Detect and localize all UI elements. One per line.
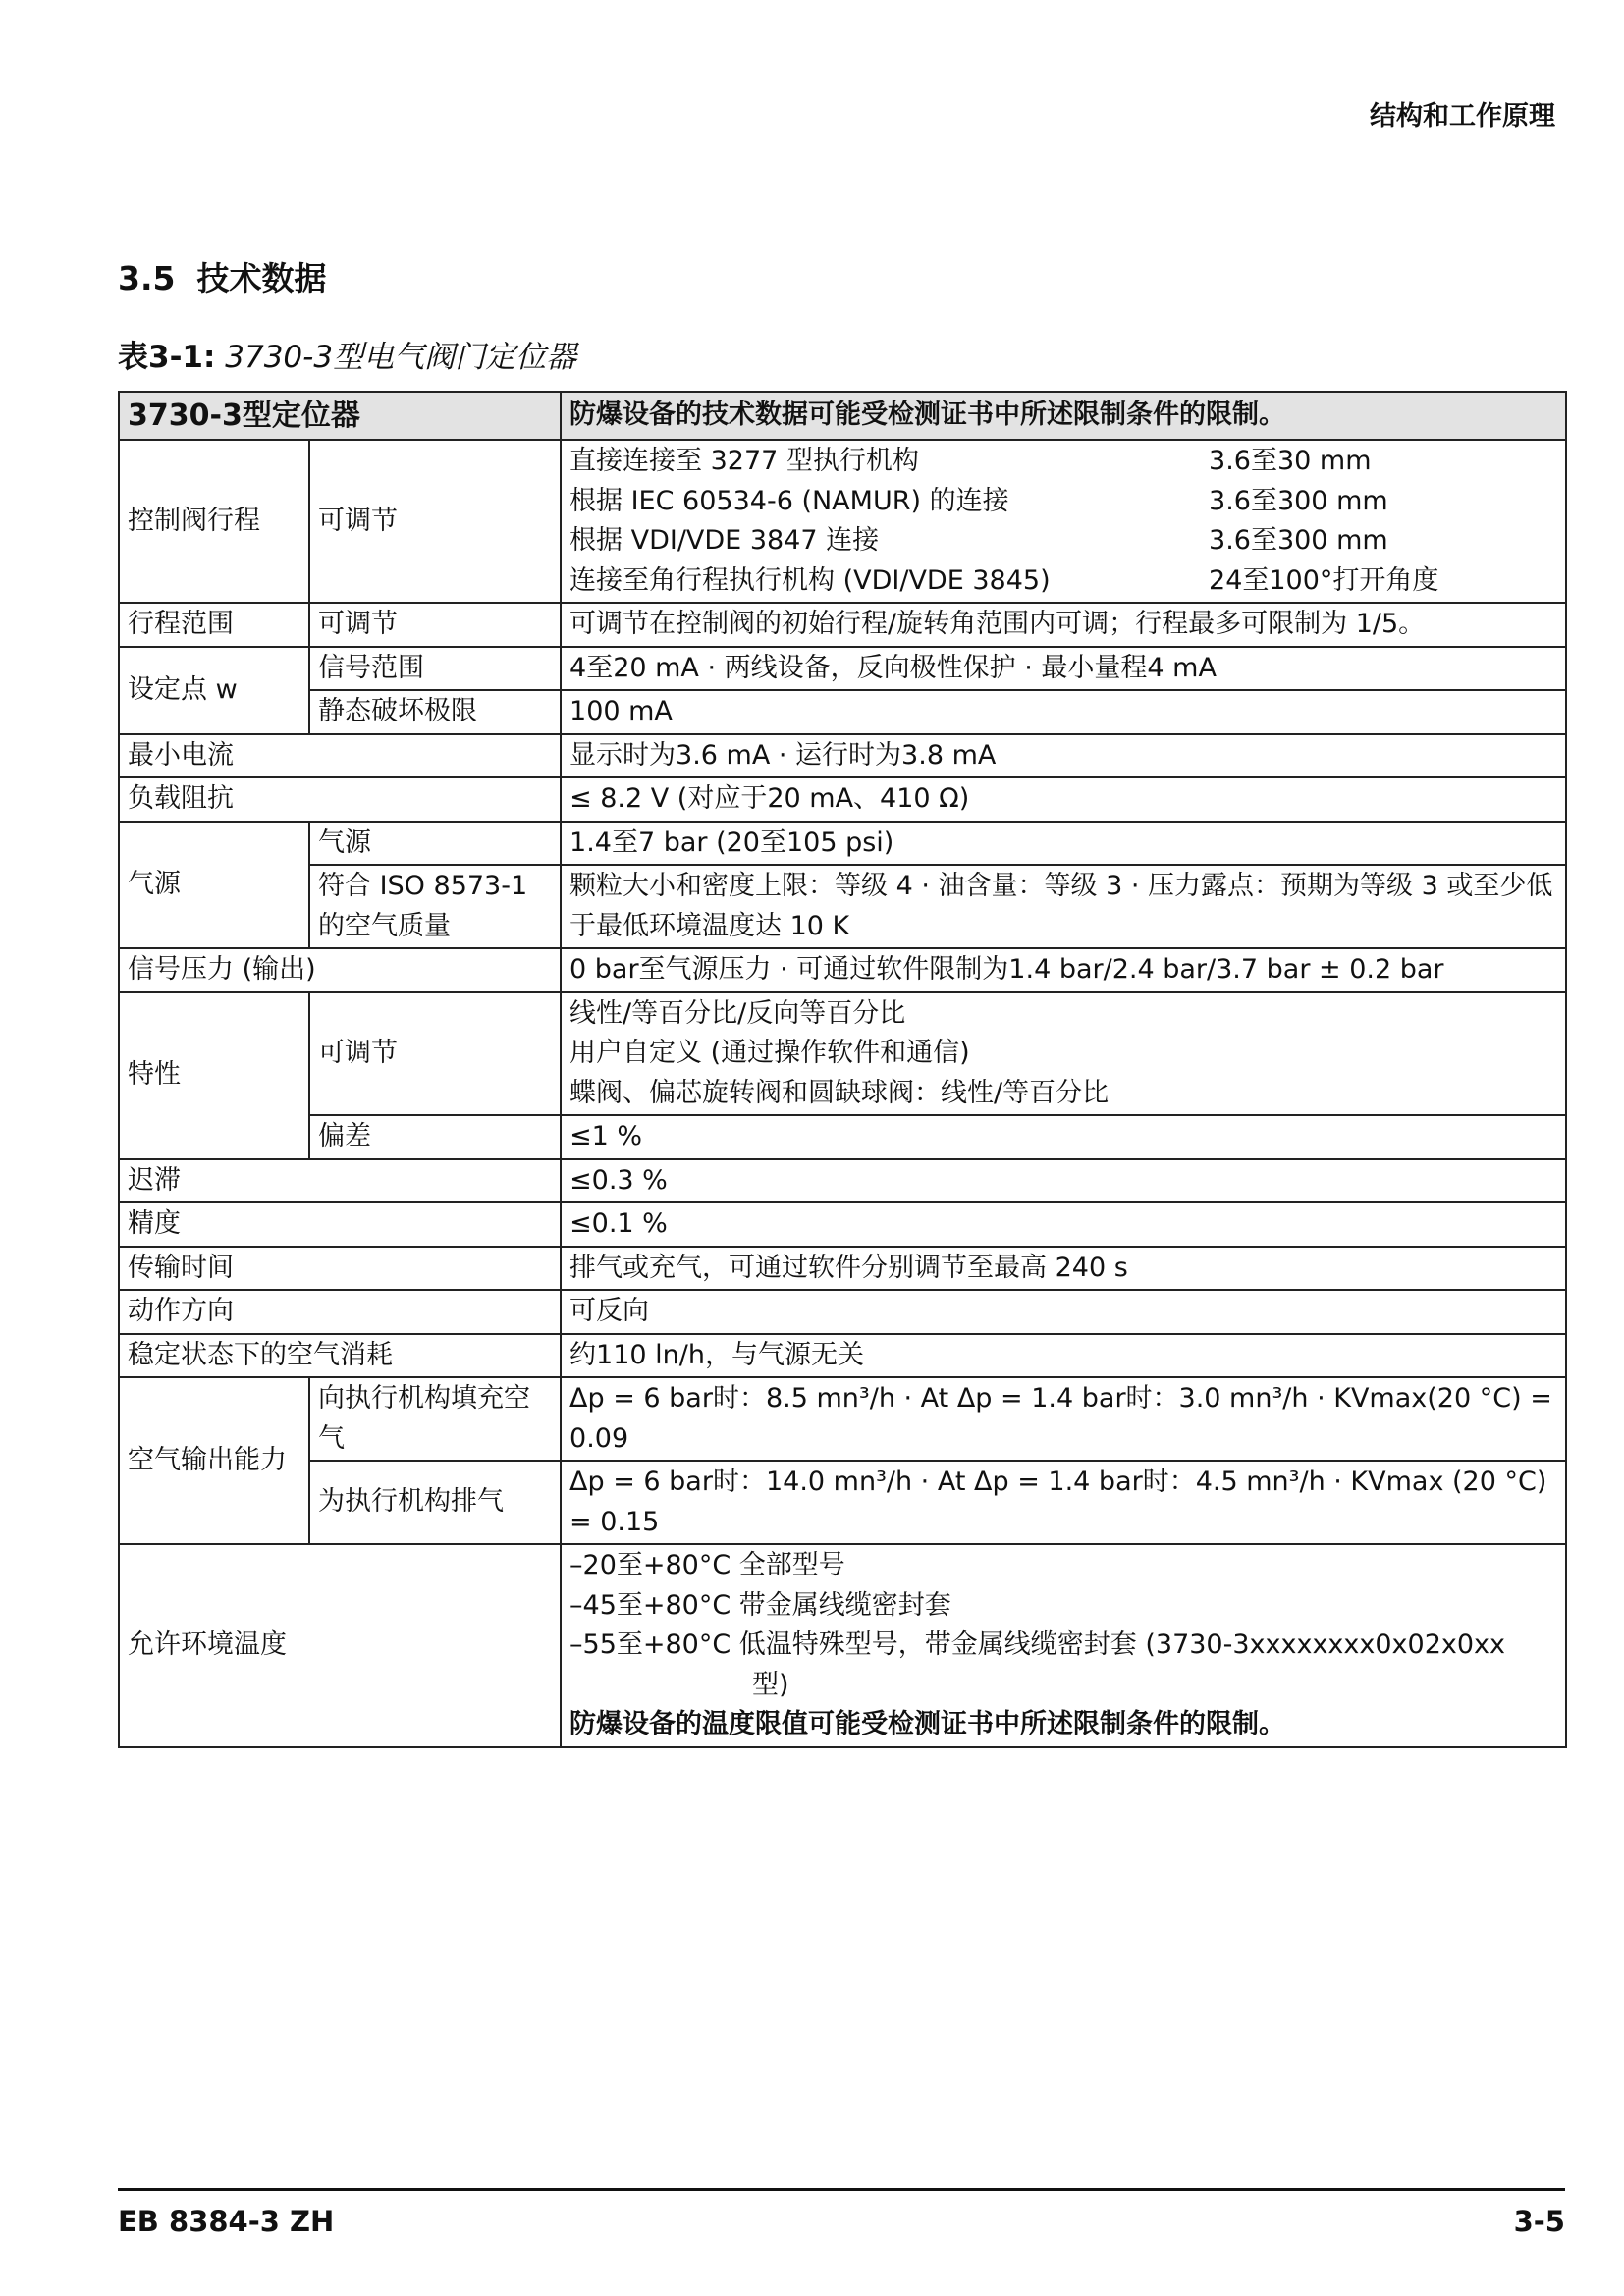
row-label: 负载阻抗 [119,777,561,822]
row-sublabel: 气源 [309,822,561,866]
row-value: 100 mA [561,690,1566,734]
table-row-characteristic-deviation [119,1115,1566,1159]
table-header-left: 3730-3型定位器 [119,392,561,440]
row-label: 设定点 w [119,647,309,734]
travel-line: 连接至角行程执行机构 (VDI/VDE 3845) 24至100°打开角度 [569,564,1439,596]
row-value: 可调节在控制阀的初始行程/旋转角范围内可调；行程最多可限制为 1/5。 [561,603,1566,647]
table-row-air-output [119,1377,1566,1461]
row-sublabel: 信号范围 [309,647,561,691]
footer-page-number: 3-5 [1513,2205,1565,2238]
table-row-hysteresis [119,1159,1566,1203]
row-value: ≤ 8.2 V (对应于20 mA、410 Ω) [561,777,1566,822]
row-value: 1.4至7 bar (20至105 psi) [561,822,1566,866]
table-row-setpoint [119,647,1566,691]
table-row-min-current [119,734,1566,778]
table-row-supply [119,822,1566,866]
row-sublabel: 可调节 [309,603,561,647]
characteristic-line: 用户自定义 (通过操作软件和通信) [569,1038,970,1068]
row-value: ≤0.3 % [561,1159,1566,1203]
row-sublabel: 偏差 [309,1115,561,1159]
section-number: 3.5 [118,259,176,297]
row-label: 传输时间 [119,1247,561,1291]
row-value: ≤0.1 % [561,1202,1566,1247]
row-sublabel: 可调节 [309,440,561,603]
row-value [561,440,1566,603]
row-value: 4至20 mA · 两线设备，反向极性保护 · 最小量程4 mA [561,647,1566,691]
characteristic-line: 线性/等百分比/反向等百分比 [569,997,906,1029]
table-row-ambient-temp [119,1544,1566,1747]
travel-line: 根据 IEC 60534-6 (NAMUR) 的连接 3.6至300 mm [569,485,1388,516]
table-caption-title: 3730-3型电气阀门定位器 [225,340,577,375]
spec-table [118,391,1567,1748]
section-heading [118,253,326,299]
table-caption-label: 表3-1: [118,340,216,375]
row-label: 最小电流 [119,734,561,778]
row-value: 可反向 [561,1290,1566,1334]
row-label: 精度 [119,1202,561,1247]
page-header-title: 结构和工作原理 [1370,101,1555,132]
row-value: 排气或充气，可通过软件分别调节至最高 240 s [561,1247,1566,1291]
temp-line: –55至+80°C 低温特殊型号，带金属线缆密封套 (3730-3xxxxxxxx0x02x0xx [569,1629,1505,1660]
row-value: 颗粒大小和密度上限：等级 4 · 油含量：等级 3 · 压力露点：预期为等级 3 或至少低于最低环境温度达 10 K [561,865,1566,948]
row-value [561,992,1566,1116]
table-row-supply-quality [119,865,1566,948]
characteristic-line: 蝶阀、偏芯旋转阀和圆缺球阀：线性/等百分比 [569,1077,1110,1108]
row-label: 稳定状态下的空气消耗 [119,1334,561,1378]
travel-line: 直接连接至 3277 型执行机构 3.6至30 mm [569,446,1372,476]
row-label: 空气输出能力 [119,1377,309,1544]
row-sublabel: 为执行机构排气 [309,1461,561,1544]
table-row-characteristic [119,992,1566,1116]
row-sublabel: 向执行机构填充空气 [309,1377,561,1461]
table-row-setpoint-limit [119,690,1566,734]
row-label: 动作方向 [119,1290,561,1334]
table-row-direction [119,1290,1566,1334]
row-value: Δp = 6 bar时：14.0 mn³/h · At Δp = 1.4 bar时：4.5 mn³/h · KVmax (20 °C) = 0.15 [561,1461,1566,1544]
table-row-travel [119,440,1566,603]
section-title: 技术数据 [196,259,327,297]
table-header-row [119,392,1566,440]
row-label: 控制阀行程 [119,440,309,603]
table-row-transit-time [119,1247,1566,1291]
table-header-right: 防爆设备的技术数据可能受检测证书中所述限制条件的限制。 [561,392,1566,440]
footer-rule [118,2188,1565,2191]
temp-line: –45至+80°C 带金属线缆密封套 [569,1589,951,1621]
table-row-air-output-vent [119,1461,1566,1544]
table-row-load-impedance [119,777,1566,822]
row-sublabel: 符合 ISO 8573-1 的空气质量 [309,865,561,948]
row-label: 行程范围 [119,603,309,647]
row-label: 迟滞 [119,1159,561,1203]
table-caption [118,332,576,376]
temp-line: –20至+80°C 全部型号 [569,1550,845,1580]
temp-note: 防爆设备的温度限值可能受检测证书中所述限制条件的限制。 [569,1709,1286,1739]
row-value: Δp = 6 bar时：8.5 mn³/h · At Δp = 1.4 bar时：3.0 mn³/h · KVmax(20 °C) = 0.09 [561,1377,1566,1461]
row-sublabel: 静态破坏极限 [309,690,561,734]
table-row-travel-range [119,603,1566,647]
row-value: 显示时为3.6 mA · 运行时为3.8 mA [561,734,1566,778]
row-value: ≤1 % [561,1115,1566,1159]
footer-doc-id: EB 8384-3 ZH [118,2205,335,2238]
row-value: 0 bar至气源压力 · 可通过软件限制为1.4 bar/2.4 bar/3.7 bar ± 0.2 bar [561,948,1566,992]
row-label: 特性 [119,992,309,1159]
row-value: 约110 ln/h，与气源无关 [561,1334,1566,1378]
travel-line: 根据 VDI/VDE 3847 连接 3.6至300 mm [569,525,1388,556]
row-label: 气源 [119,822,309,949]
row-label: 允许环境温度 [119,1544,561,1747]
row-sublabel: 可调节 [309,992,561,1116]
table-row-signal-pressure [119,948,1566,992]
temp-line-continued: 型) [752,1669,789,1700]
row-value [561,1544,1566,1747]
row-label: 信号压力 (输出) [119,948,561,992]
table-row-air-consumption [119,1334,1566,1378]
table-row-sensitivity [119,1202,1566,1247]
